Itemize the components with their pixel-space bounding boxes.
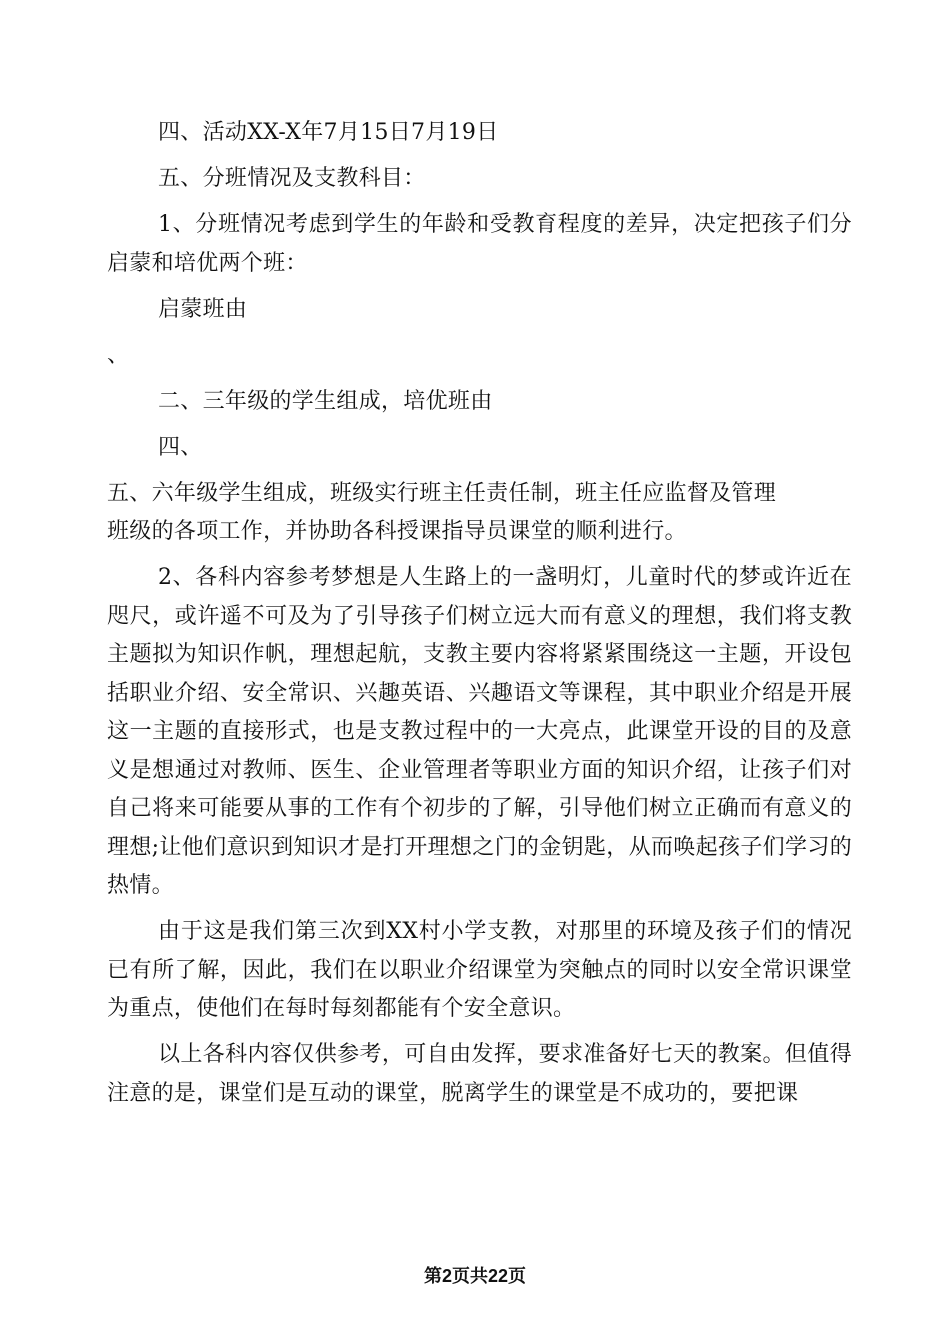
paragraph-grades-two-three: 二、三年级的学生组成，培优班由 [158,388,493,414]
paragraph-qimeng-class: 启蒙班由 [158,296,248,322]
paragraph-activity-dates: 四、活动XX-X年7月15日7月19日 [158,120,499,145]
paragraph-subject-content: 2、各科内容参考梦想是人生路上的一盏明灯，儿童时代的梦或许近在咫尺，或许遥不可及为了引导孩子们树立远大而有意义的理想，我们将支教主题拟为知识作帆，理想起航，支教主要内容将紧紧围绕这一主题，开设包括职业介绍、安全常识、兴趣英语、兴趣语文等课程，其中职业介绍是开展这一主题的直接形式，也是支教过程中的一大亮点，此课堂开设的目的及意义是想通过对教师、医生、企业管理者等职业方面的知识介绍，让孩子们对自己将来可能要从事的工作有个初步的了解，引导他们树立正确而有意义的理想;让他们意识到知识才是打开理想之门的金钥匙，从而唤起孩子们学习的热情。 [107,565,852,898]
paragraph-class-division-heading: 五、分班情况及支教科目： [158,166,426,191]
document-body [107,114,852,1113]
paragraph-grades-five-six-continued: 班级的各项工作，并协助各科授课指导员课堂的顺利进行。 [107,519,687,544]
paragraph-separator-mark: 、 [107,342,130,368]
paragraph-grade-four: 四、 [158,434,203,460]
paragraph-reference-note: 以上各科内容仅供参考，可自由发挥，要求准备好七天的教案。但值得注意的是，课堂们是互动的课堂，脱离学生的课堂是不成功的，要把课 [107,1042,852,1106]
page-number-footer: 第2页共22页 [423,1266,527,1286]
paragraph-third-visit: 由于这是我们第三次到XX村小学支教，对那里的环境及孩子们的情况已有所了解，因此，我们在以职业介绍课堂为突触点的同时以安全常识课堂为重点，使他们在每时每刻都能有个安全意识。 [107,919,852,1021]
paragraph-class-division: 1、分班情况考虑到学生的年龄和受教育程度的差异，决定把孩子们分启蒙和培优两个班： [107,212,852,276]
paragraph-grades-five-six: 五、六年级学生组成，班级实行班主任责任制，班主任应监督及管理 [107,480,777,506]
